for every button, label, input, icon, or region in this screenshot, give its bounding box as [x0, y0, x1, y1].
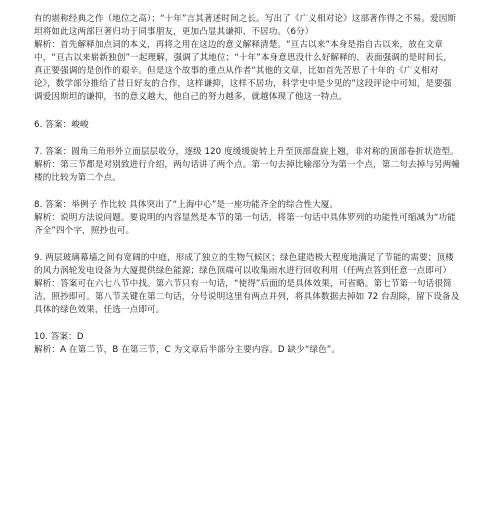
spacer — [34, 132, 460, 146]
spacer — [34, 185, 460, 199]
q10-answer: 10. 答案：D — [34, 332, 84, 342]
q7-answer: 7. 答案：圆角三角形外立面层层收分，逐级 120 度缓缓旋转上升至顶部盘旋上翘，非对称的顶部卷折状造型。 — [34, 147, 459, 157]
q7-explanation: 解析：第三节都是对别致进行介绍，两句话讲了两个点。第一句去掉比喻部分为第一个点，第二句去掉与另两幢楼的比较为第二个点。 — [34, 160, 460, 183]
q9-explanation: 解析：答案可在六七八节中找。第六节只有一句话，“使得”后面的是具体效果，可省略。第七节第一句话很简洁，照抄即可。第八节关键在第二句话，分号说明这里有两点并列，将具体数据去掉如 72 台刮除，留下设备及具体的绿色效果，任选一点即可。 — [34, 279, 460, 315]
q5-explanation-continued: 有的堪称经典之作（地位之高）；“十年”言其著述时间之长。写出了《广义相对论》这部著作得之不易。爱因斯坦将如此这两部巨著归功于同事朋友，更加凸显其谦抑、不居功。（6分） — [34, 14, 457, 37]
spacer — [34, 104, 460, 119]
spacer — [34, 238, 460, 252]
q8-answer: 8. 答案：举例子 作比较 具体突出了“上海中心”是一座功能齐全的综合性大厦。 — [34, 200, 339, 210]
q5-explanation: 解析：首先解释加点词的本义，再将之用在这边的意义解释清楚。“亘古以来”本身是指自古以来，放在文章中，“亘古以来崭新独创”一起理解，强调了其地位；“十年”本身意思没什么好解释的，表面强调的是时间长，真正要强调的是创作的艰辛。但是这个故事的重点从作者“其他的文章，比如首先苦思了十年的《广义相对论》，数学部分推给了昔日好友的合作，这样谦抑，这样不居功，科学史中是少见的”这段评论中可知，是要强调爱因斯坦的谦抑，书的意义越大，他自己的努力越多，就越体现了他这一特点。 — [34, 40, 453, 102]
q6-answer: 6. 答案：峻峻 — [34, 120, 89, 130]
q10-explanation: 解析：A 在第二节，B 在第三节，C 为文章后半部分主要内容。D 缺少“绿色”。 — [34, 345, 341, 355]
spacer — [34, 317, 460, 331]
q9-answer: 9. 两层玻璃幕墙之间有宽阔的中庭，形成了独立的生物气候区；绿色建造极大程度地满足了节能的需要；顶楼的风力涡轮发电设备为大厦提供绿色能源；绿色顶端可以收集雨水进行回收利用（任两点答到任意一点即可） — [34, 253, 454, 276]
q8-explanation: 解析：说明方法说问题。要说明的内容显然是本节的第一句话，将第一句话中具体罗列的功能性可缩减为“功能齐全”四个字，照抄也可。 — [34, 213, 456, 236]
